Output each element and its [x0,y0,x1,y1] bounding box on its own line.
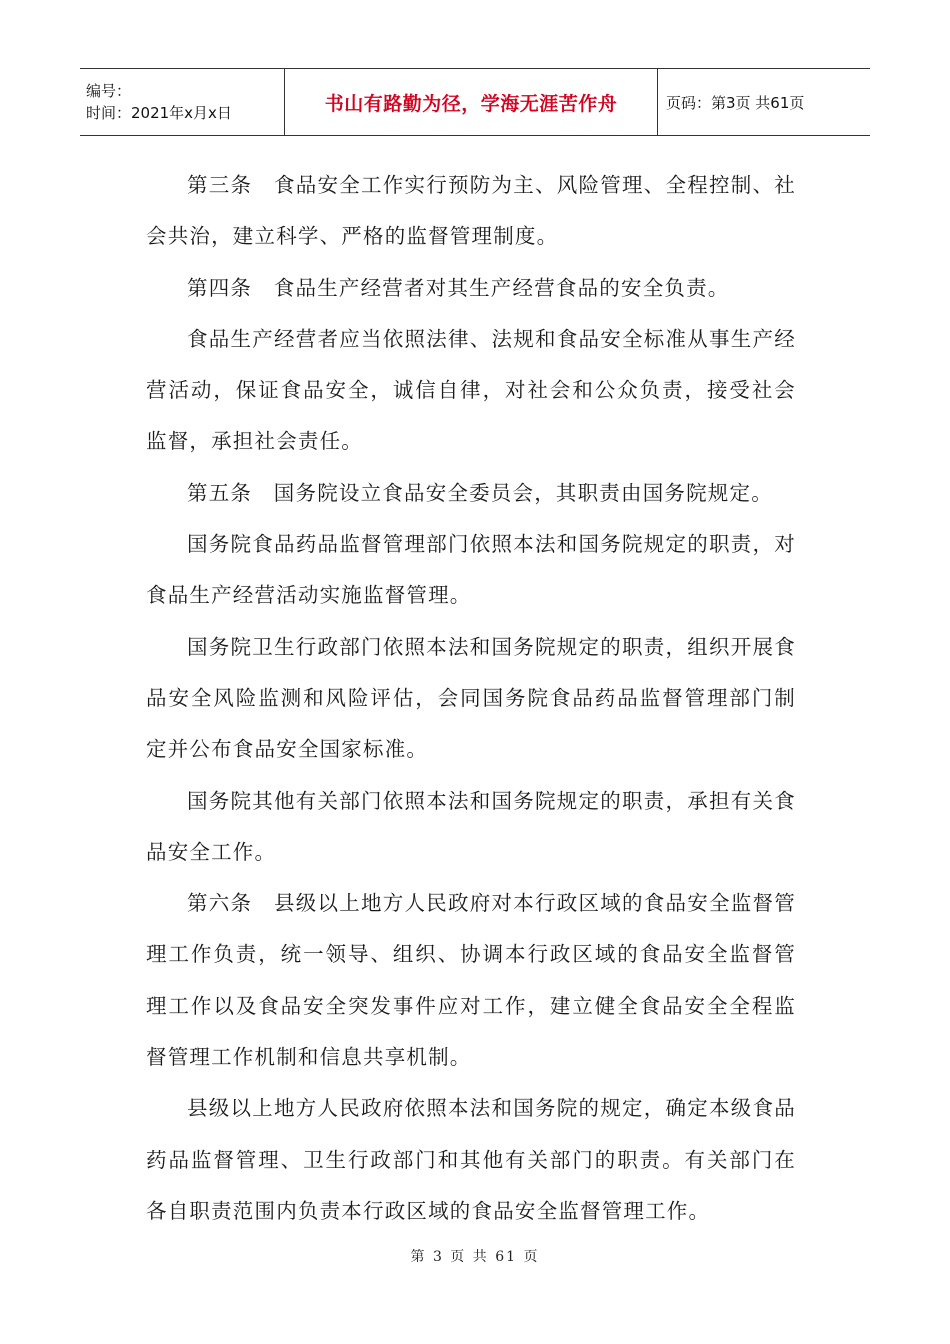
header-page-info [658,69,870,135]
document-header [80,68,870,136]
document-date: 时间：2021年x月x日 [86,104,232,122]
paragraph: 第三条 食品安全工作实行预防为主、风险管理、全程控制、社会共治，建立科学、严格的监督管理制度。 [146,173,796,249]
footer-page-number: 第 3 页 共 61 页 [410,1249,540,1265]
paragraph: 食品生产经营者应当依照法律、法规和食品安全标准从事生产经营活动，保证食品安全，诚信自律，对社会和公众负责，接受社会监督，承担社会责任。 [146,326,796,454]
page-footer [0,1246,950,1266]
header-motto [284,69,658,135]
paragraph: 第六条 县级以上地方人民政府对本行政区域的食品安全监督管理工作负责，统一领导、组织、协调本行政区域的食品安全监督管理工作以及食品安全突发事件应对工作，建立健全食品安全全程监督管理工作机制和信息共享机制。 [146,891,796,1070]
paragraph: 国务院食品药品监督管理部门依照本法和国务院规定的职责，对食品生产经营活动实施监督管理。 [146,532,796,608]
header-meta [80,69,284,135]
paragraph: 国务院卫生行政部门依照本法和国务院规定的职责，组织开展食品安全风险监测和风险评估，会同国务院食品药品监督管理部门制定并公布食品安全国家标准。 [146,634,796,762]
document-body [146,160,796,1237]
motto-text: 书山有路勤为径，学海无涯苦作舟 [324,92,618,115]
paragraph: 第四条 食品生产经营者对其生产经营食品的安全负责。 [187,275,730,300]
paragraph: 国务院其他有关部门依照本法和国务院规定的职责，承担有关食品安全工作。 [146,788,796,864]
page-info-text: 页码：第3页 共61页 [666,93,805,112]
paragraph: 县级以上地方人民政府依照本法和国务院的规定，确定本级食品药品监督管理、卫生行政部门和其他有关部门的职责。有关部门在各自职责范围内负责本行政区域的食品安全监督管理工作。 [146,1096,796,1223]
paragraph: 第五条 国务院设立食品安全委员会，其职责由国务院规定。 [187,480,773,505]
document-number-label: 编号： [86,82,132,100]
